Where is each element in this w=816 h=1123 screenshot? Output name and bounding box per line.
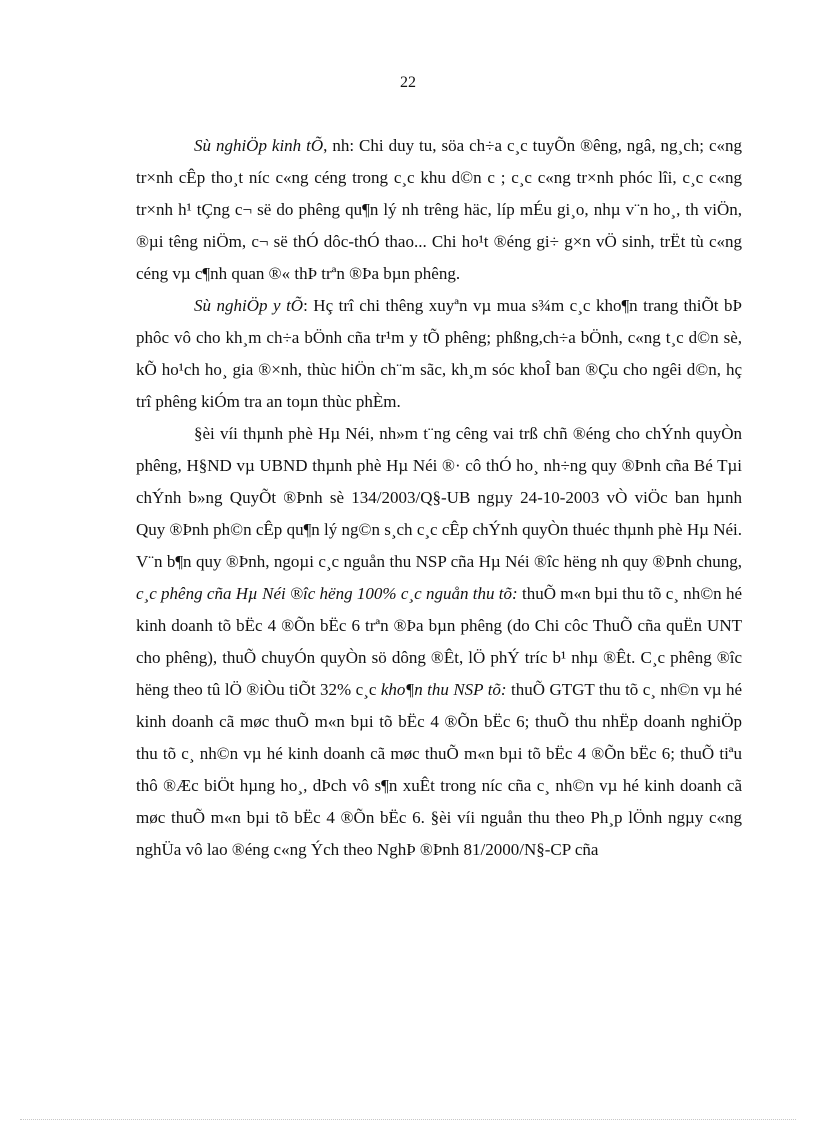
paragraph-text-before: §èi víi thµnh phè Hµ Néi, nh»m t¨ng cêng vai trß chñ ®éng cho chÝnh quyÒn phêng, H§ND vµ UBND thµnh phè Hµ Néi ®· cô thÓ ho¸ nh÷ng quy ®Þnh cña Bé Tµi chÝnh b»ng QuyÕt ®Þnh sè 134/2003/Q§-UB ngµy 24-10-2003 vÒ viÖc ban hµnh Quy ®Þnh ph©n cÊp qu¶n lý ng©n s¸ch c¸c cÊp chÝnh quyÒn thuéc thµnh phè Hµ Néi. V¨n b¶n quy ®Þnh, ngoµi c¸c nguån thu NSP cña Hµ Néi ®îc hëng nh quy ®Þnh chung,: [136, 424, 742, 571]
paragraph-text: : Hç trî chi thêng xuyªn vµ mua s¾m c¸c kho¶n trang thiÕt bÞ phôc vô cho kh¸m ch÷a bÖnh cña tr¹m y tÕ phêng; phßng,ch÷a bÖnh, c«ng t¸c d©n sè, kÕ ho¹ch ho¸ gia ®×nh, thùc hiÖn ch¨m sãc, kh¸m sóc khoÎ ban ®Çu cho ngêi d©n, hç trî phêng kiÓm tra an toµn thùc phÈm.: [136, 296, 742, 411]
paragraph-text-middle: thuÕ m«n bµi thu tõ c¸ nh©n hé kinh doanh tõ bËc 4 ®Õn bËc 6 trªn ®Þa bµn phêng (do Chi côc ThuÕ cña quËn UNT cho phêng), thuÕ chuyÓn quyÒn sö dông ®Êt, lÖ phÝ tríc b¹ nhµ ®Êt. C¸c phêng ®îc hëng theo tû lÖ ®iÒu tiÕt 32% c¸c: [136, 584, 742, 699]
paragraph-text-after: thuÕ GTGT thu tõ c¸ nh©n vµ hé kinh doanh cã møc thuÕ m«n bµi tõ bËc 4 ®Õn bËc 6; thuÕ thu nhËp doanh nghiÖp thu tõ c¸ nh©n vµ hé kinh doanh cã møc thuÕ m«n bµi tõ bËc 4 ®Õn bËc 6; thuÕ tiªu thô ®Æc biÖt hµng ho¸, dÞch vô s¶n xuÊt trong níc cña c¸ nh©n vµ hé kinh doanh cã møc thuÕ m«n bµi tõ bËc 4 ®Õn bËc 6. §èi víi nguån thu theo Ph¸p lÖnh ngµy c«ng nghÜa vô lao ®éng c«ng Ých theo NghÞ ®Þnh 81/2000/N§-CP cña: [136, 680, 743, 859]
italic-lead: Sù nghiÖp y tÕ: [194, 296, 304, 315]
italic-phrase-100-percent: c¸c phêng cña Hµ Néi ®îc hëng 100% c¸c nguån thu tõ:: [136, 584, 518, 603]
page-number: 22: [400, 74, 416, 91]
body-text: [136, 130, 742, 866]
paragraph-text: , nh: Chi duy tu, söa ch÷a c¸c tuyÕn ®êng, ngâ, ng¸ch; c«ng tr×nh cÊp tho¸t níc c«ng céng trong c¸c khu d©n c ; c¸c c«ng tr×nh phóc lîi, c¸c c«ng tr×nh h¹ tÇng c¬ së do phêng qu¶n lý nh trêng häc, líp mÉu gi¸o, nhµ v¨n ho¸, th viÖn, ®µi têng niÖm, c¬ së thÓ dôc-thÓ thao... Chi ho¹t ®éng gi÷ g×n vÖ sinh, trËt tù c«ng céng vµ c¶nh quan ®« thÞ trªn ®Þa bµn phêng.: [136, 136, 742, 283]
italic-phrase-nsp-revenue: kho¶n thu NSP tõ:: [380, 680, 507, 699]
page-bottom-divider: [20, 1119, 796, 1120]
paragraph-health-services: [136, 290, 742, 418]
italic-lead: Sù nghiÖp kinh tÕ: [194, 136, 324, 155]
paragraph-hanoi-regulation: [136, 418, 742, 866]
paragraph-economic-services: [136, 130, 742, 290]
